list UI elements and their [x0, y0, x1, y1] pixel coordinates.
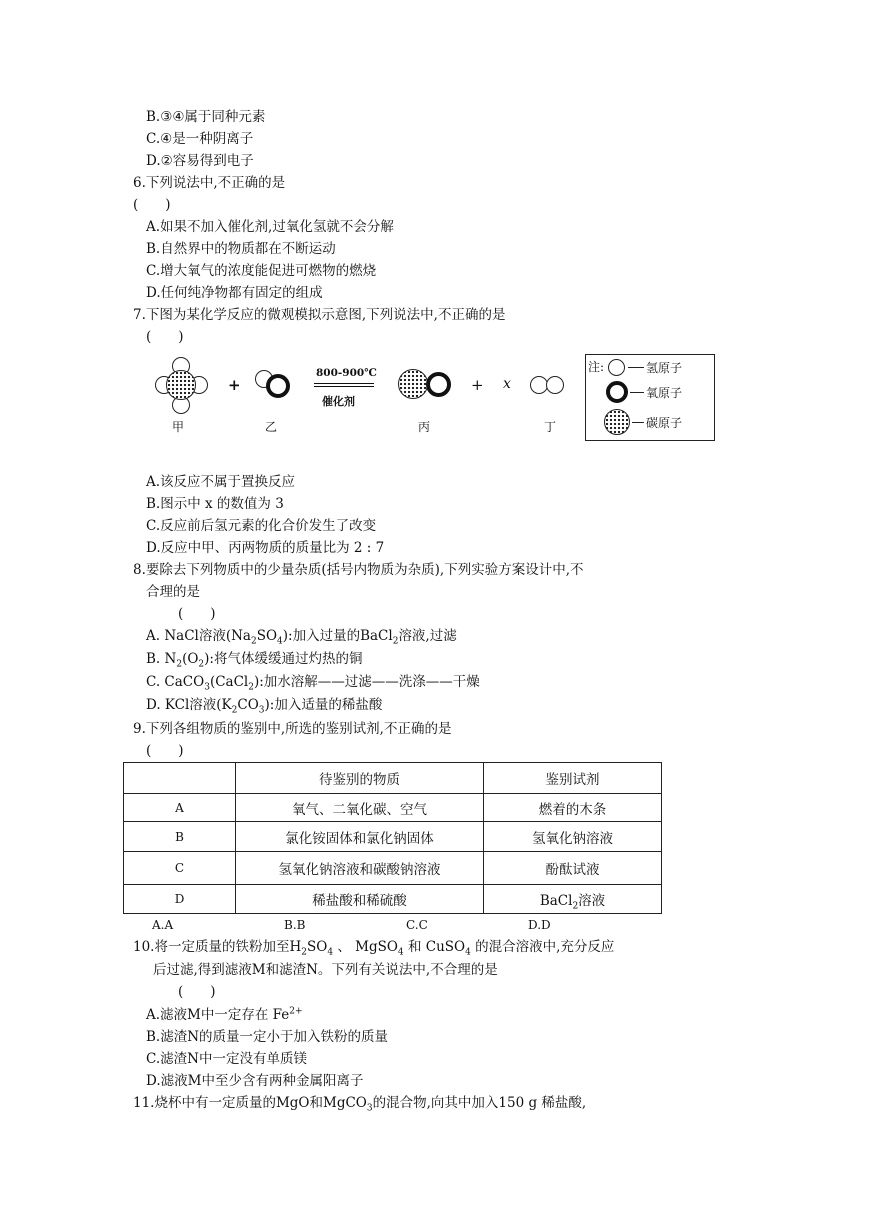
oxygen-atom [426, 372, 451, 397]
q10-stem-cont: 后过滤,得到滤液M和滤渣N。下列有关说法中,不合理的是 [153, 962, 498, 978]
condition-temperature: 800-900℃ [316, 367, 377, 379]
table-cell: D [124, 885, 236, 914]
q10-option-c: C.滤渣N中一定没有单质镁 [146, 1051, 307, 1067]
q7-option-b: B.图示中 x 的数值为 3 [146, 496, 284, 512]
carbon-atom [166, 370, 196, 400]
legend-box [585, 354, 715, 441]
q7-answer-paren: ( ) [146, 329, 184, 345]
table-cell: BaCl$_2$溶液 [484, 885, 662, 914]
table-cell: 燃着的木条 [484, 794, 662, 822]
q6-option-a: A.如果不加入催化剂,过氧化氢就不会分解 [146, 219, 394, 235]
q8-stem: 8.要除去下列物质中的少量杂质(括号内物质为杂质),下列实验方案设计中,不 [133, 562, 584, 578]
q7-option-a: A.该反应不属于置换反应 [146, 474, 296, 490]
q9-answer-paren: ( ) [146, 743, 184, 759]
coefficient-x: x [503, 376, 511, 392]
q8-option-b: B. $N_2(O_2)$:将气体缓缓通过灼热的铜 [146, 651, 363, 670]
table-row [124, 885, 662, 914]
q10-option-a: A.滤液M中一定存在 $Fe^{2+}$ [146, 1006, 303, 1023]
q11-stem: 11.烧杯中有一定质量的MgO和MgCO$_3$的混合物,向其中加入150 g 稀盐酸, [133, 1095, 587, 1114]
legend-carbon-icon [604, 409, 630, 435]
table-cell: 稀盐酸和稀硫酸 [236, 885, 484, 914]
table-cell: 氯化铵固体和氯化钠固体 [236, 822, 484, 852]
equals-line [314, 386, 374, 387]
legend-note: 注: [588, 360, 605, 374]
legend-dash [630, 392, 644, 393]
hydrogen-atom [546, 376, 564, 394]
q7-stem: 7.下图为某化学反应的微观模拟示意图,下列说法中,不正确的是 [133, 307, 506, 323]
q6-answer-paren: ( ) [133, 197, 171, 213]
q10-answer-paren: ( ) [178, 984, 216, 1000]
table-cell: 酚酞试液 [484, 852, 662, 885]
q6-stem: 6.下列说法中,不正确的是 [133, 175, 286, 191]
carbon-atom [398, 369, 428, 399]
legend-oxygen-icon [606, 381, 628, 403]
table-header-cell [124, 763, 236, 794]
legend-oxygen-label: 氧原子 [646, 386, 683, 400]
oxygen-atom [266, 374, 290, 398]
q5-option-c: C.④是一种阴离子 [146, 131, 254, 147]
table-cell: A [124, 794, 236, 822]
table-cell: 氢氧化钠溶液和碳酸钠溶液 [236, 852, 484, 885]
legend-dash [632, 422, 644, 423]
q9-choice-b: B.B [284, 918, 306, 932]
q9-table [123, 762, 662, 914]
q8-answer-paren: ( ) [178, 606, 216, 622]
table-cell: B [124, 822, 236, 852]
q9-choice-c: C.C [406, 918, 428, 932]
species-bing-label: 丙 [418, 420, 431, 434]
q6-option-c: C.增大氧气的浓度能促进可燃物的燃烧 [146, 263, 377, 279]
q6-option-b: B.自然界中的物质都在不断运动 [146, 241, 336, 257]
plus-sign: + [471, 376, 484, 394]
legend-hydrogen-icon [608, 359, 625, 376]
species-jia-label: 甲 [172, 420, 185, 434]
species-ding-label: 丁 [544, 420, 557, 434]
equals-line [314, 383, 374, 384]
table-header-row [124, 763, 662, 794]
q8-option-d: D. KCl溶液$(K_2CO_3)$:加入适量的稀盐酸 [146, 697, 383, 716]
reaction-diagram [150, 350, 730, 445]
table-header-cell: 鉴别试剂 [484, 763, 662, 794]
table-cell: 氢氧化钠溶液 [484, 822, 662, 852]
q8-option-a: A. NaCl溶液$(Na_2SO_4)$:加入过量的BaCl$_2$溶液,过滤 [146, 628, 457, 647]
condition-catalyst: 催化剂 [322, 395, 355, 408]
q6-option-d: D.任何纯净物都有固定的组成 [146, 285, 323, 301]
q10-stem: 10.将一定质量的铁粉加至$H_2SO_4$ 、 MgSO$_4$ 和 CuSO$_4$ 的混合溶液中,充分反应 [133, 939, 615, 958]
table-row [124, 794, 662, 822]
q5-option-d: D.②容易得到电子 [146, 153, 254, 169]
q10-option-d: D.滤液M中至少含有两种金属阳离子 [146, 1073, 364, 1089]
table-cell: 氧气、二氧化碳、空气 [236, 794, 484, 822]
q8-stem-cont: 合理的是 [146, 584, 200, 600]
species-yi-label: 乙 [265, 420, 278, 434]
q7-option-d: D.反应中甲、丙两物质的质量比为 2 : 7 [146, 540, 385, 556]
q8-option-c: C. CaCO$_3$(CaCl$_2$):加水溶解——过滤——洗涤——干燥 [146, 674, 480, 693]
legend-dash [628, 367, 644, 368]
q9-choice-d: D.D [528, 918, 551, 932]
q9-choice-a: A.A [152, 918, 174, 932]
table-row [124, 852, 662, 885]
q10-option-b: B.滤渣N的质量一定小于加入铁粉的质量 [146, 1029, 389, 1045]
table-row [124, 822, 662, 852]
plus-sign: + [228, 376, 241, 394]
q9-stem: 9.下列各组物质的鉴别中,所选的鉴别试剂,不正确的是 [133, 721, 452, 737]
q7-option-c: C.反应前后氢元素的化合价发生了改变 [146, 518, 377, 534]
table-header-cell: 待鉴别的物质 [236, 763, 484, 794]
table-cell: C [124, 852, 236, 885]
q5-option-b: B.③④属于同种元素 [146, 109, 266, 125]
legend-hydrogen-label: 氢原子 [646, 361, 683, 375]
legend-carbon-label: 碳原子 [646, 416, 683, 430]
